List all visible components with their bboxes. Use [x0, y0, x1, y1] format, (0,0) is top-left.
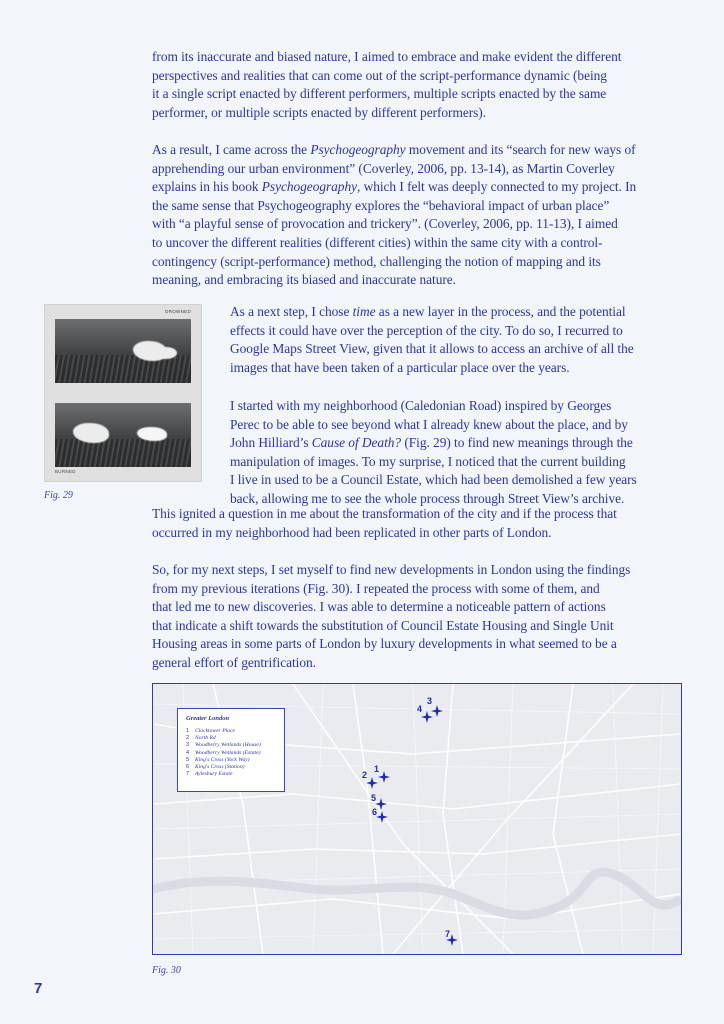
legend-item: 2 North Rd	[186, 735, 216, 742]
italic-term: Cause of Death?	[311, 435, 402, 451]
text-line: with “a playful sense of provocation and trickery”. (Coverley, 2006, pp. 11-13), I aimed	[152, 216, 618, 232]
map-marker-star-icon	[376, 811, 388, 823]
map-marker-label-1: 1	[374, 764, 380, 774]
paragraph-intro	[152, 48, 682, 122]
text-line: from its inaccurate and biased nature, I aimed to embrace and make evident the different	[152, 49, 622, 64]
map-marker-label-5: 5	[371, 793, 377, 803]
text-line: As a next step, I chose time as a new layer in the process, and the potential	[230, 304, 626, 319]
paragraph-neighborhood	[230, 397, 685, 509]
text-line: from my previous iterations (Fig. 30). I repeated the process with some of them, and	[152, 580, 600, 596]
text-line: performer, or multiple scripts enacted by different performers).	[152, 104, 486, 120]
text-line: Perec to be able to see beyond what I already knew about the place, and by	[230, 416, 628, 432]
figure-30-caption: Fig. 30	[152, 965, 181, 976]
text-line: So, for my next steps, I set myself to find new developments in London using the findings	[152, 562, 631, 577]
map-marker-label-6: 6	[372, 807, 378, 817]
legend-title: Greater London	[186, 715, 230, 722]
text-line: perspectives and realities that can come out of the script-performance dynamic (being	[152, 67, 607, 83]
text-line: that led me to new discoveries. I was able to determine a noticeable pattern of actions	[152, 599, 606, 615]
text-line: Google Maps Street View, given that it allows to access an archive of all the	[230, 341, 634, 357]
text-line: to uncover the different realities (different cities) within the same city with a control-	[152, 234, 603, 250]
text-line: manipulation of images. To my surprise, I noticed that the current building	[230, 453, 626, 469]
legend-item: 5 King's Cross (York Way)	[186, 756, 250, 763]
page-number: 7	[34, 980, 43, 997]
text-line: the same sense that Psychogeography explores the “behavioral impact of urban place”	[152, 197, 610, 213]
text-line: I started with my neighborhood (Caledonian Road) inspired by Georges	[230, 398, 612, 413]
legend-item: 4 Woodberry Wetlands (Estate)	[186, 749, 261, 756]
text-line: As a result, I came across the Psychogeography movement and its “search for new ways of	[152, 142, 636, 157]
map-marker-label-4: 4	[417, 704, 423, 714]
photo-label-burned: BURNED	[55, 469, 76, 474]
text-line: images that have been taken of a particular place over the years.	[230, 359, 570, 375]
photo-drowned	[55, 319, 191, 383]
text-line: back, allowing me to see the whole process through Street View’s archive.	[230, 490, 625, 506]
photo-burned	[55, 403, 191, 467]
text-line: Housing areas in some parts of London by luxury developments in what seemed to be a	[152, 636, 617, 652]
italic-term: time	[352, 304, 376, 319]
text-line: meaning, and embracing its biased and inaccurate nature.	[152, 272, 456, 288]
text-line: effects it could have over the perception of the city. To do so, I recurred to	[230, 322, 623, 338]
map-marker-star-icon	[366, 777, 378, 789]
legend-item: 6 King's Cross (Station)	[186, 764, 245, 771]
paragraph-next-steps	[152, 561, 682, 673]
paragraph-time-layer	[230, 303, 685, 377]
map-marker-label-7: 7	[445, 929, 451, 939]
text-line: I live in used to be a Council Estate, which had been demolished a few years	[230, 472, 637, 488]
legend-item: 7 Aylesbury Estate	[186, 771, 233, 778]
figure-30-map	[152, 683, 682, 955]
text-line: occurred in my neighborhood had been replicated in other parts of London.	[152, 524, 552, 540]
text-line: contingency (script-performance) method, challenging the notion of mapping and its	[152, 253, 601, 269]
text-line: it a single script enacted by different performers, multiple scripts enacted by the same	[152, 86, 607, 102]
text-line: general effort of gentrification.	[152, 654, 316, 670]
text-line: that indicate a shift towards the substitution of Council Estate Housing and Single Unit	[152, 617, 614, 633]
figure-29-image	[44, 304, 202, 482]
legend-item: 3 Woodberry Wetlands (House)	[186, 742, 261, 749]
legend-item: 1 Clocktower Place	[186, 728, 235, 734]
paragraph-neighborhood-continued	[152, 505, 682, 542]
map-marker-star-icon	[421, 711, 433, 723]
map-marker-label-2: 2	[362, 770, 368, 780]
italic-term: Psychogeography	[261, 179, 357, 195]
text-line: apprehending our urban environment” (Coverley, 2006, pp. 13-14), as Martin Coverley	[152, 160, 615, 176]
italic-term: Psychogeography	[310, 142, 406, 157]
map-marker-star-icon	[446, 934, 458, 946]
paragraph-psychogeography	[152, 141, 682, 290]
text-line: explains in his book Psychogeography, which I felt was deeply connected to my project. In	[152, 179, 637, 195]
text-line: This ignited a question in me about the transformation of the city and if the process that	[152, 506, 617, 521]
figure-29-caption: Fig. 29	[44, 490, 73, 501]
text-line: John Hilliard’s Cause of Death? (Fig. 29) to find new meanings through the	[230, 435, 633, 451]
photo-label-drowned: DROWNED	[165, 309, 191, 314]
map-marker-label-3: 3	[427, 696, 433, 706]
map-legend	[177, 708, 285, 792]
map-marker-star-icon	[378, 771, 390, 783]
